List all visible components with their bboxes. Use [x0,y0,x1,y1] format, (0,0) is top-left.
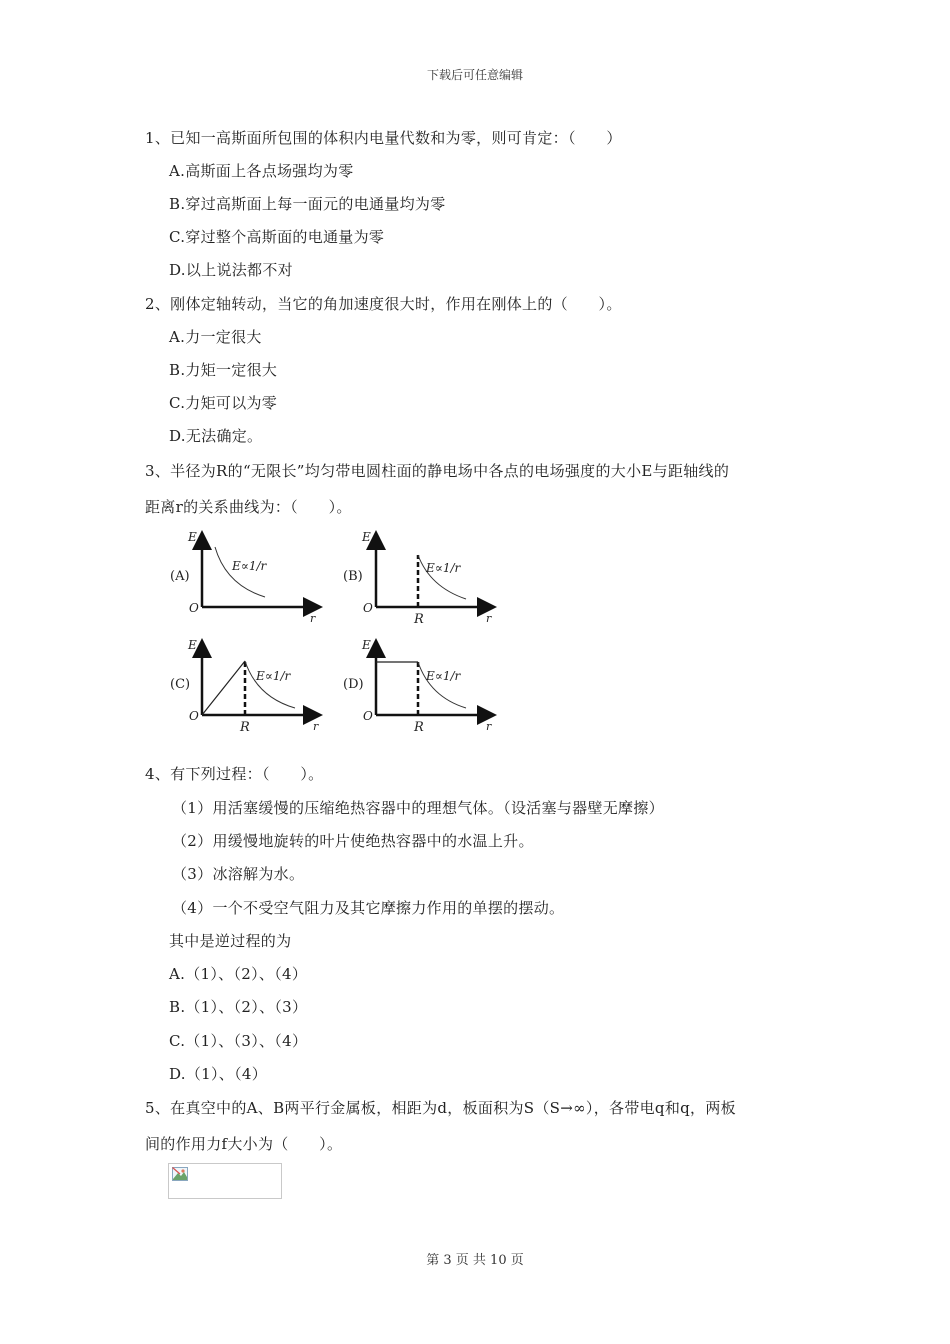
graph-c-x-label: r [313,720,319,733]
question-4-statement-1: （1）用活塞缓慢的压缩绝热容器中的理想气体。（设活塞与器壁无摩擦） [172,799,664,817]
page-footer: 第 3 页 共 10 页 [426,1253,524,1268]
graph-a-origin: O [189,601,199,615]
question-3-stem-line2: 距离r的关系曲线为：（ ）。 [145,498,352,516]
question-4-prompt: 其中是逆过程的为 [169,932,292,950]
graph-b-y-label: E [362,530,371,544]
graph-d-label: (D) [343,677,364,692]
question-1-option-c: C.穿过整个高斯面的电通量为零 [169,228,385,246]
graph-b-label: (B) [343,569,363,584]
question-3-stem-line1: 3、半径为R的“无限长”均匀带电圆柱面的静电场中各点的电场强度的大小E与距轴线的 [145,462,730,480]
graph-c [170,638,319,735]
graph-c-y-label: E [188,638,197,652]
question-4-statement-2: （2）用缓慢地旋转的叶片使绝热容器中的水温上升。 [172,832,534,850]
graph-b [343,530,492,627]
graph-d-x-label: r [486,720,492,733]
graph-b-r-label: R [414,612,424,627]
graph-c-curve-label: E∝1/r [256,669,291,683]
graph-a-label: (A) [170,569,190,584]
question-4-statement-4: （4）一个不受空气阻力及其它摩擦力作用的单摆的摆动。 [172,899,565,917]
question-4-statement-3: （3）冰溶解为水。 [172,865,305,883]
graph-d-curve-label: E∝1/r [426,669,461,683]
graph-b-curve-label: E∝1/r [426,561,461,575]
question-4-option-d: D.（1）、（4） [169,1065,268,1083]
question-4-stem: 4、有下列过程：（ ）。 [145,765,324,783]
question-1-option-d: D.以上说法都不对 [169,261,293,279]
graph-a-y-label: E [188,530,197,544]
graph-d-y-label: E [362,638,371,652]
question-4-option-a: A.（1）、（2）、（4） [169,965,308,983]
question-2-option-a: A.力一定很大 [169,328,262,346]
graph-b-origin: O [363,601,373,615]
graph-d [343,638,492,735]
question-5-stem-line2: 间的作用力f大小为（ ）。 [145,1135,343,1153]
graph-c-label: (C) [170,677,191,692]
question-2-option-d: D.无法确定。 [169,427,263,445]
graph-b-x-label: r [486,612,492,625]
question-2-stem: 2、刚体定轴转动，当它的角加速度很大时，作用在刚体上的（ ）。 [145,295,622,313]
page-header: 下载后可任意编辑 [426,68,523,82]
question-1-option-a: A.高斯面上各点场强均为零 [169,162,354,180]
question-2-option-b: B.力矩一定很大 [169,361,278,379]
graph-a-curve-label: E∝1/r [232,559,267,573]
question-1-option-b: B.穿过高斯面上每一面元的电通量均为零 [169,195,446,213]
question-4-option-c: C.（1）、（3）、（4） [169,1032,308,1050]
broken-image-placeholder [168,1163,282,1199]
graph-c-r-label: R [240,720,250,735]
question-2-option-c: C.力矩可以为零 [169,394,278,412]
question-5-stem-line1: 5、在真空中的A、B两平行金属板，相距为d，板面积为S（S→∞），各带电q和q，两板 [145,1099,736,1117]
graph-c-origin: O [189,709,199,723]
question-1-stem: 1、已知一高斯面所包围的体积内电量代数和为零，则可肯定：（ ） [145,129,622,147]
graph-d-r-label: R [414,720,424,735]
question-3-graphs [160,525,510,740]
question-4-option-b: B.（1）、（2）、（3） [169,998,308,1016]
broken-image-icon [172,1167,188,1181]
graph-a-x-label: r [310,612,316,625]
graph-a [170,530,318,625]
graph-d-origin: O [363,709,373,723]
